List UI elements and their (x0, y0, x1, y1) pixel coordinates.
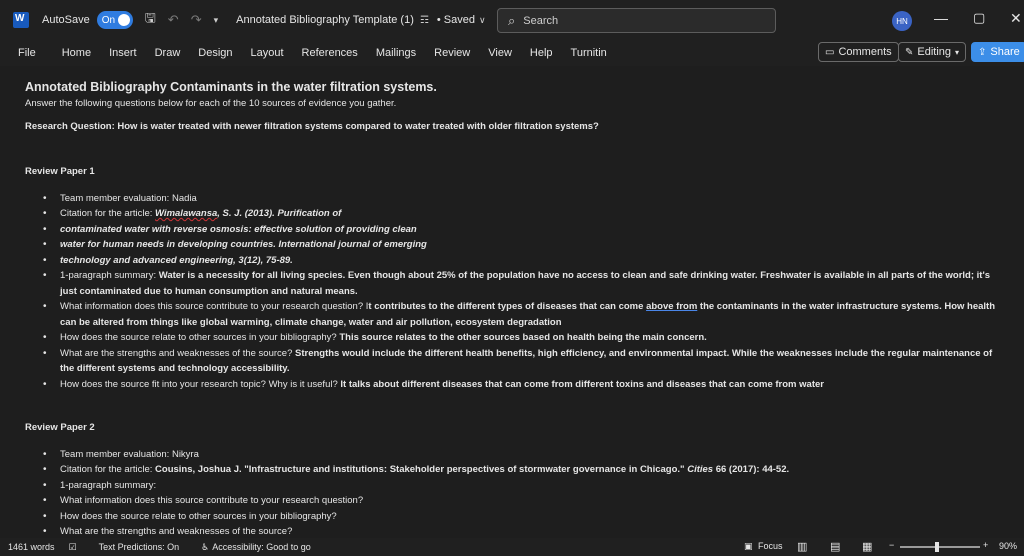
journal-name: Cities (687, 464, 714, 475)
document-page[interactable] (25, 76, 1005, 538)
zoom-slider[interactable] (900, 546, 980, 548)
accessibility-status[interactable]: Accessibility: Good to go (212, 542, 311, 552)
list-item (25, 206, 1005, 222)
review-paper-2-heading: Review Paper 2 (25, 422, 95, 433)
toggle-knob (118, 14, 130, 26)
saved-status[interactable]: • Saved (436, 14, 475, 26)
list-item (25, 222, 1005, 238)
focus-button[interactable]: Focus (758, 541, 783, 551)
share-button[interactable] (971, 42, 1024, 62)
item-value: water for human needs in developing countries. International journal of emerging (60, 239, 427, 250)
item-value: Cousins, Joshua J. "Infrastructure and institutions: Stakeholder perspectives of stormwater governance in Chicago." (155, 464, 688, 475)
search-icon: ⌕ (508, 12, 516, 28)
tab-draw[interactable]: Draw (154, 47, 181, 59)
customize-toolbar-icon[interactable]: ▾ (213, 14, 219, 25)
minimize-icon[interactable]: — (934, 10, 948, 26)
list-item (25, 191, 1005, 207)
web-layout-icon[interactable]: ▦ (862, 541, 873, 553)
comment-icon: ▭ (825, 46, 835, 58)
tab-mailings[interactable]: Mailings (375, 47, 417, 59)
document-instructions: Answer the following questions below for each of the 10 sources of evidence you gather. (25, 98, 397, 109)
item-label: Citation for the article: (60, 208, 156, 219)
redo-icon[interactable]: ↷ (190, 12, 202, 27)
item-label: What information does this source contribute to your research question? (60, 495, 364, 506)
chevron-down-icon[interactable]: ∨ (478, 14, 486, 25)
autosave-toggle[interactable] (97, 11, 133, 29)
spelling-flag[interactable]: Wimalawansa (155, 208, 218, 219)
item-value: Nadia (171, 192, 197, 204)
zoom-out-icon[interactable]: − (889, 540, 895, 550)
tab-design[interactable]: Design (198, 47, 233, 59)
list-item (25, 330, 1005, 346)
autosave-state: On (101, 14, 116, 26)
zoom-in-icon[interactable]: + (983, 540, 989, 550)
editing-label: Editing (917, 46, 952, 58)
item-label: What information does this source contribute to your research question? I (60, 301, 369, 312)
zoom-slider-thumb[interactable] (935, 542, 939, 552)
document-canvas[interactable] (0, 66, 1024, 538)
read-mode-icon[interactable]: ▥ (797, 541, 808, 553)
review-paper-2-list (25, 447, 1005, 539)
text-predictions[interactable]: Text Predictions: On (98, 542, 180, 552)
proofing-icon[interactable]: ☑ (68, 541, 77, 552)
list-item (25, 253, 1005, 269)
comments-button[interactable] (818, 42, 899, 62)
word-logo-icon (13, 12, 29, 28)
tab-view[interactable]: View (488, 47, 512, 59)
item-value: Strengths would include the different health benefits, high efficiency, and environmental impact. While the weaknesses include the regular maintenance of the different systems and technology accessibility. (60, 347, 993, 374)
autosave-label: AutoSave (42, 14, 90, 26)
editing-button[interactable] (898, 42, 966, 62)
list-item (25, 268, 1005, 299)
item-value: Nikyra (171, 448, 199, 460)
list-item (25, 237, 1005, 253)
review-paper-1-heading: Review Paper 1 (25, 166, 95, 177)
focus-icon[interactable]: ▣ (744, 541, 753, 551)
item-value: , S. J. (2013). Purification of (217, 208, 342, 219)
item-label: Team member evaluation: (60, 192, 172, 204)
share-label: Share (990, 46, 1020, 58)
status-bar (0, 538, 1024, 556)
share-status-icon: ☶ (419, 14, 429, 26)
zoom-level[interactable]: 90% (999, 541, 1018, 551)
list-item (25, 462, 1005, 478)
item-value: 66 (2017): 44-52. (713, 464, 790, 475)
grammar-flag[interactable]: above from (646, 301, 698, 312)
item-value: t contributes to the different types of diseases that can come (368, 301, 647, 312)
list-item (25, 447, 1005, 463)
item-value: the contaminants in the water infrastructure systems. How health can be altered from things like global warming, climate change, water and air pollution, ecosystem degradation (60, 301, 996, 328)
tab-home[interactable]: Home (61, 47, 92, 59)
item-label: What are the strengths and weaknesses of the source? (60, 347, 295, 359)
tab-review[interactable]: Review (434, 47, 471, 59)
item-value: It talks about different diseases that can come from different toxins and diseases that can come from water (340, 378, 824, 390)
tab-help[interactable]: Help (529, 47, 553, 59)
avatar[interactable]: HN (892, 11, 912, 31)
tab-references[interactable]: References (301, 47, 358, 59)
pencil-icon: ✎ (905, 46, 914, 58)
maximize-icon[interactable]: ▢ (973, 10, 986, 25)
list-item (25, 346, 1005, 377)
document-title[interactable]: Annotated Bibliography Template (1) (236, 14, 414, 26)
item-label: How does the source relate to other sources in your bibliography? (60, 332, 340, 343)
undo-icon[interactable]: ↶ (167, 12, 179, 27)
research-question: Research Question: How is water treated with newer filtration systems compared to water treated with older filtration systems? (25, 120, 599, 132)
word-count[interactable]: 1461 words (8, 542, 55, 552)
list-item (25, 509, 1005, 525)
tab-turnitin[interactable]: Turnitin (570, 47, 607, 59)
item-value: contaminated water with reverse osmosis: effective solution of providing clean (60, 223, 417, 235)
search-box[interactable] (497, 8, 776, 33)
comments-label: Comments (838, 46, 892, 58)
document-heading: Annotated Bibliography Contaminants in the water filtration systems. (25, 80, 437, 94)
item-label: Citation for the article: (60, 464, 156, 475)
list-item (25, 493, 1005, 509)
item-value: Water is a necessity for all living species. Even though about 25% of the population have no access to clean and safe drinking water. Freshwater is available in all parts of the world; it's just contaminated due to human consumption and natural means. (60, 270, 991, 297)
tab-file[interactable]: File (18, 47, 36, 59)
item-label: What are the strengths and weaknesses of the source? (60, 526, 293, 537)
close-icon[interactable]: ✕ (1010, 10, 1022, 26)
item-label: How does the source relate to other sources in your bibliography? (60, 510, 337, 522)
item-label: 1-paragraph summary: (60, 479, 157, 491)
tab-insert[interactable]: Insert (109, 47, 137, 59)
tab-layout[interactable]: Layout (250, 47, 284, 59)
list-item (25, 377, 1005, 393)
share-icon: ⇪ (978, 46, 987, 58)
review-paper-1-list (25, 191, 1005, 393)
item-label: Team member evaluation: (60, 448, 172, 460)
item-value: This source relates to the other sources based on health being the main concern. (339, 332, 707, 343)
list-item (25, 524, 1005, 538)
save-icon[interactable]: 🖫 (144, 10, 156, 25)
chevron-down-icon: ▾ (955, 47, 960, 57)
list-item (25, 299, 1005, 330)
item-label: 1-paragraph summary: (60, 270, 159, 281)
accessibility-icon[interactable]: ♿ (201, 541, 210, 552)
item-label: How does the source fit into your research topic? Why is it useful? (60, 378, 341, 390)
item-value: technology and advanced engineering, 3(12), 75-89. (60, 254, 293, 266)
print-layout-icon[interactable]: ▤ (830, 541, 841, 553)
list-item (25, 478, 1005, 494)
search-input[interactable] (523, 15, 743, 27)
